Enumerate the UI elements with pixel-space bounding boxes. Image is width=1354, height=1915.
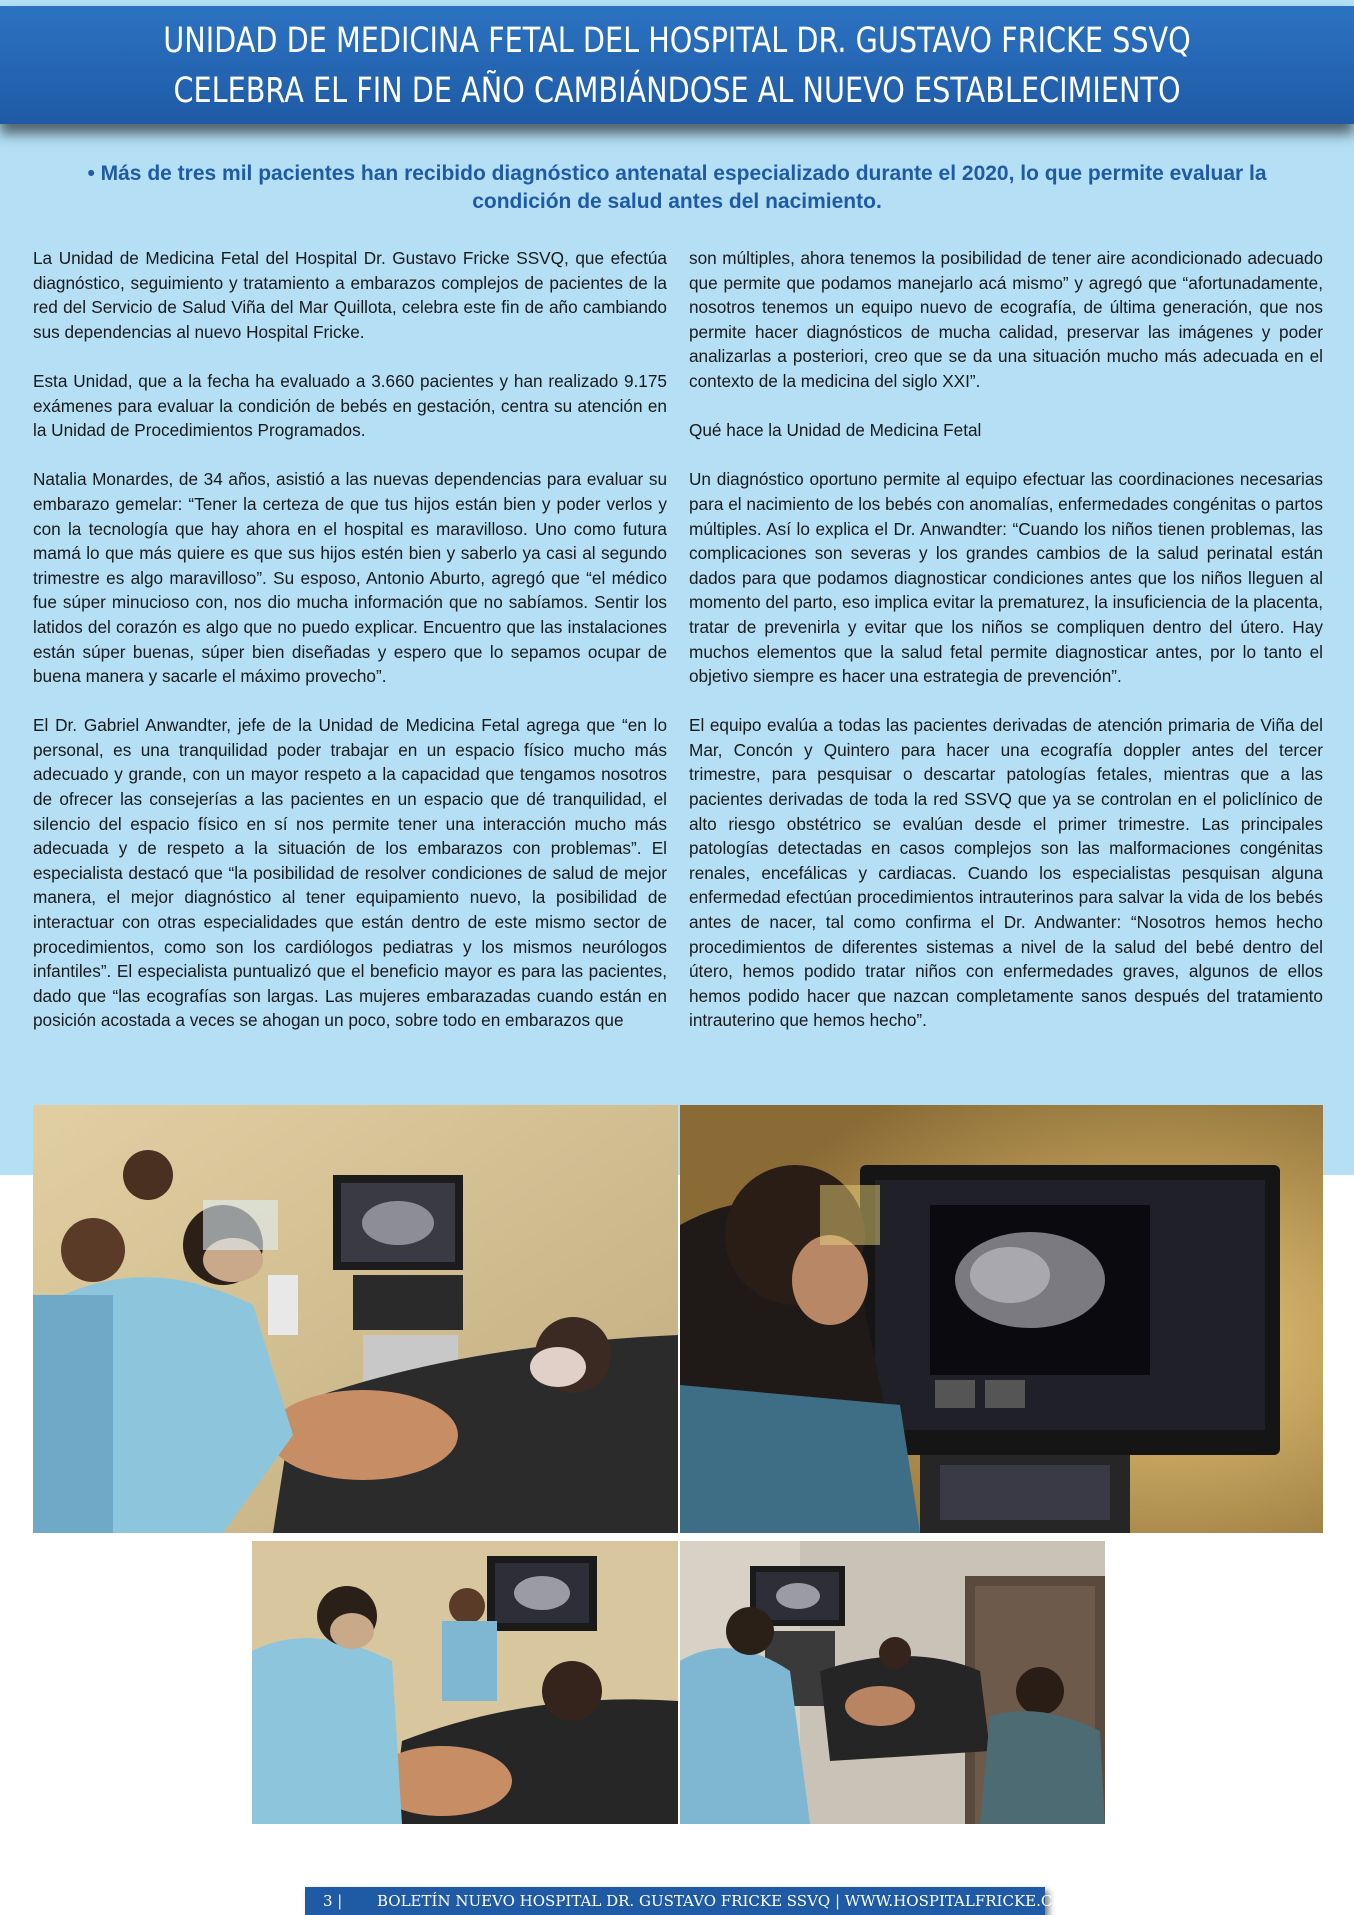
photo-doctor-patient — [252, 1541, 678, 1824]
page-number: 3 | — [323, 1892, 343, 1910]
photo-illustration — [680, 1105, 1323, 1533]
article-subtitle: • Más de tres mil pacientes han recibido diagnóstico antenatal especializado durante el 2020, lo que permite evaluar la condición de salud antes del nacimiento. — [87, 162, 1267, 213]
paragraph: Esta Unidad, que a la fecha ha evaluado a 3.660 pacientes y han realizado 9.175 exámenes para evaluar la condición de bebés en gestación, centra su atención en la Unidad de Procedimientos Programados. — [33, 370, 667, 441]
title-line-2: CELEBRA EL FIN DE AÑO CAMBIÁNDOSE AL NUEVO ESTABLECIMIENTO — [173, 71, 1181, 111]
left-text-column — [33, 246, 667, 1033]
photo-illustration — [252, 1541, 678, 1824]
paragraph: son múltiples, ahora tenemos la posibilidad de tener aire acondicionado adecuado que permite que podamos manejarlo acá mismo” y agregó que “afortunadamente, nosotros tenemos un equipo nuevo de ecografía, de última generación, que nos permite hacer diagnósticos de mucha calidad, preservar las imágenes y poder analizarlas a posteriori, creo que se da una situación mucho más adecuada en el contexto de la medicina del siglo XXI”. — [689, 248, 1323, 391]
page-footer — [305, 1887, 1063, 1915]
photo-ultrasound-monitor — [680, 1105, 1323, 1533]
paragraph: Un diagnóstico oportuno permite al equipo efectuar las coordinaciones necesarias para el nacimiento de los bebés con anomalías, enfermedades congénitas o partos múltiples. Así lo explica el Dr. Anwandter: “Cuando los niños tienen problemas, las complicaciones son severas y los grandes cambios de la salud perinatal están dados para que podamos diagnosticar condiciones antes que los niños lleguen al momento del parto, eso implica evitar la prematurez, la insuficiencia de la placenta, tratar de prevenirla y evitar que los niños se compliquen dentro del útero. Hay muchos elementos que la salud fetal permite diagnosticar antes, por lo tanto el objetivo siempre es hacer una estrategia de prevención”. — [689, 469, 1323, 687]
photo-illustration — [680, 1541, 1105, 1824]
title-line-1: UNIDAD DE MEDICINA FETAL DEL HOSPITAL DR. GUSTAVO FRICKE SSVQ — [163, 21, 1191, 61]
footer-text: BOLETÍN NUEVO HOSPITAL DR. GUSTAVO FRICKE SSVQ | WWW.HOSPITALFRICKE.CL — [377, 1892, 1063, 1910]
paragraph: El equipo evalúa a todas las pacientes derivadas de atención primaria de Viña del Mar, Concón y Quintero para hacer una ecografía doppler antes del tercer trimestre, para pesquisar o descartar patologías fetales, mientras que a las pacientes derivadas de toda la red SSVQ que ya se controlan en el policlínico de alto riesgo obstétrico se evalúan desde el primer trimestre. Las principales patologías detectadas en casos complejos son las malformaciones congénitas renales, encefálicas y cardiacas. Cuando los especialistas pesquisan alguna enfermedad efectúan procedimientos intrauterinos para salvar la vida de los bebés antes de nacer, tal como confirma el Dr. Andwanter: “Nosotros hemos hecho procedimientos de diferentes sistemas a nivel de la salud del bebé dentro del útero, hemos podido tratar niños con enfermedades graves, algunos de ellos hemos podido hacer que nazcan completamente sanos después del tratamiento intrauterino que hemos hecho”. — [689, 715, 1323, 1031]
right-text-column — [689, 246, 1323, 1033]
section-heading: Qué hace la Unidad de Medicina Fetal — [689, 420, 982, 441]
title-banner — [0, 6, 1354, 124]
photo-ultrasound-exam — [33, 1105, 678, 1533]
paragraph: La Unidad de Medicina Fetal del Hospital Dr. Gustavo Fricke SSVQ, que efectúa diagnóstico, seguimiento y tratamiento a embarazos complejos de pacientes de la red del Servicio de Salud Viña del Mar Quillota, celebra este fin de año cambiando sus dependencias al nuevo Hospital Fricke. — [33, 248, 667, 342]
photo-illustration — [33, 1105, 678, 1533]
photo-patient-couple — [680, 1541, 1105, 1824]
paragraph: Natalia Monardes, de 34 años, asistió a las nuevas dependencias para evaluar su embarazo gemelar: “Tener la certeza de que tus hijos están bien y poder verlos y con la tecnología que hay ahora en el hospital es maravilloso. Uno como futura mamá lo que más quiere es que sus hijos estén bien y saberlo ya casi al segundo trimestre es algo maravilloso”. Su esposo, Antonio Aburto, agregó que “el médico fue súper minucioso con, nos dio mucha información que no sabíamos. Sentir los latidos del corazón es algo que no puedo explicar. Encuentro que las instalaciones están súper buenas, súper bien diseñadas y espero que lo sepamos ocupar de buena manera y sacarle el máximo provecho”. — [33, 469, 667, 687]
paragraph: El Dr. Gabriel Anwandter, jefe de la Unidad de Medicina Fetal agrega que “en lo personal, es una tranquilidad poder trabajar en un espacio físico mucho más adecuado y grande, con un mayor respeto a la capacidad que tengamos nosotros de ofrecer las consejerías a las pacientes en un espacio que dé tranquilidad, el silencio del espacio físico en sí nos permite tener una interacción mucho más adecuada y de respeto a la situación de los embarazos con problemas”. El especialista destacó que “la posibilidad de resolver condiciones de salud de mejor manera, el mejor diagnóstico al tener equipamiento nuevo, la posibilidad de interactuar con otras especialidades que están dentro de este mismo sector de procedimientos, como son los cardiólogos pediatras y los mismos neurólogos infantiles”. El especialista puntualizó que el beneficio mayor es para las pacientes, dado que “las ecografías son largas. Las mujeres embarazadas cuando están en posición acostada a veces se ahogan un poco, sobre todo en embarazos que — [33, 715, 667, 1031]
